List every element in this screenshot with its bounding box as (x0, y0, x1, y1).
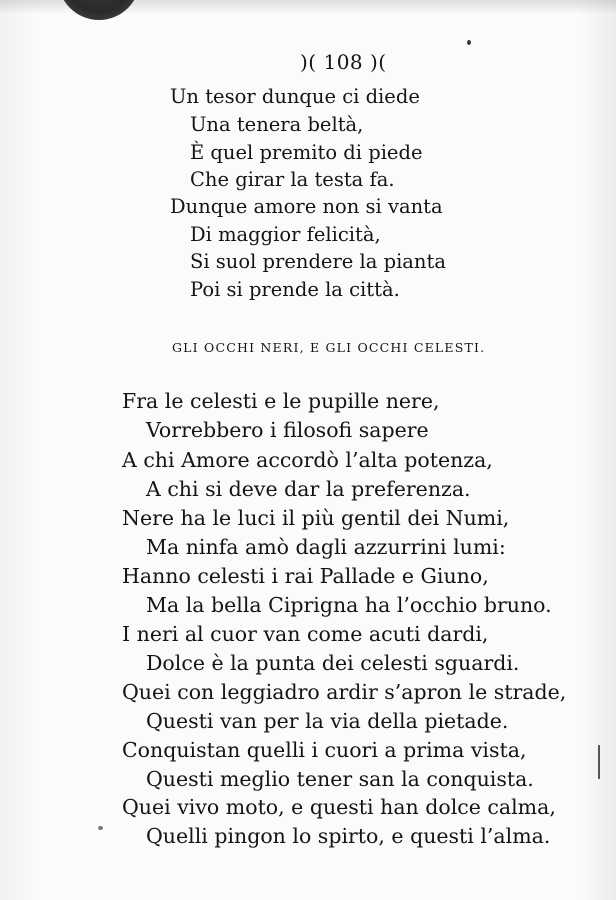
verse-line: Quei vivo moto, e questi han dolce calma, (122, 795, 556, 819)
page-number: )( 108 )( (300, 50, 387, 74)
verse-line: Un tesor dunque ci diede (170, 85, 420, 108)
poem-title: GLI OCCHI NERI, E GLI OCCHI CELESTI. (172, 340, 486, 355)
verse-line: Conquistan quelli i cuori a prima vista, (122, 738, 527, 762)
verse-line: Quelli pingon lo spirto, e questi l’alma. (146, 824, 551, 848)
verse-line: I neri al cuor van come acuti dardi, (122, 622, 489, 646)
verse-line: Fra le celesti e le pupille nere, (122, 389, 440, 413)
verse-line: Ma la bella Ciprigna ha l’occhio bruno. (146, 593, 552, 617)
verse-line: Dunque amore non si vanta (170, 195, 443, 218)
verse-line: Questi van per la via della pietade. (146, 709, 509, 733)
verse-line: È quel premito di piede (190, 141, 423, 164)
verse-line: Poi si prende la città. (190, 278, 400, 301)
verse-line: Si suol prendere la pianta (190, 250, 446, 273)
verse-line: Che girar la testa fa. (190, 168, 395, 191)
verse-line: Questi meglio tener san la conquista. (146, 767, 534, 791)
verse-line: Dolce è la punta dei celesti sguardi. (146, 651, 520, 675)
verse-line: Hanno celesti i rai Pallade e Giuno, (122, 564, 489, 588)
verse-line: Una tenera beltà, (190, 113, 364, 136)
verse-line: A chi si deve dar la preferenza. (146, 477, 471, 501)
verse-line: Di maggior felicità, (190, 223, 381, 246)
verse-line: A chi Amore accordò l’alta potenza, (122, 448, 493, 472)
verse-line: Nere ha le luci il più gentil dei Numi, (122, 506, 510, 530)
verse-line: Quei con leggiadro ardir s’apron le strade, (122, 680, 567, 704)
verse-line: Vorrebbero i filosofi sapere (146, 418, 429, 442)
verse-line: Ma ninfa amò dagli azzurrini lumi: (146, 535, 506, 559)
